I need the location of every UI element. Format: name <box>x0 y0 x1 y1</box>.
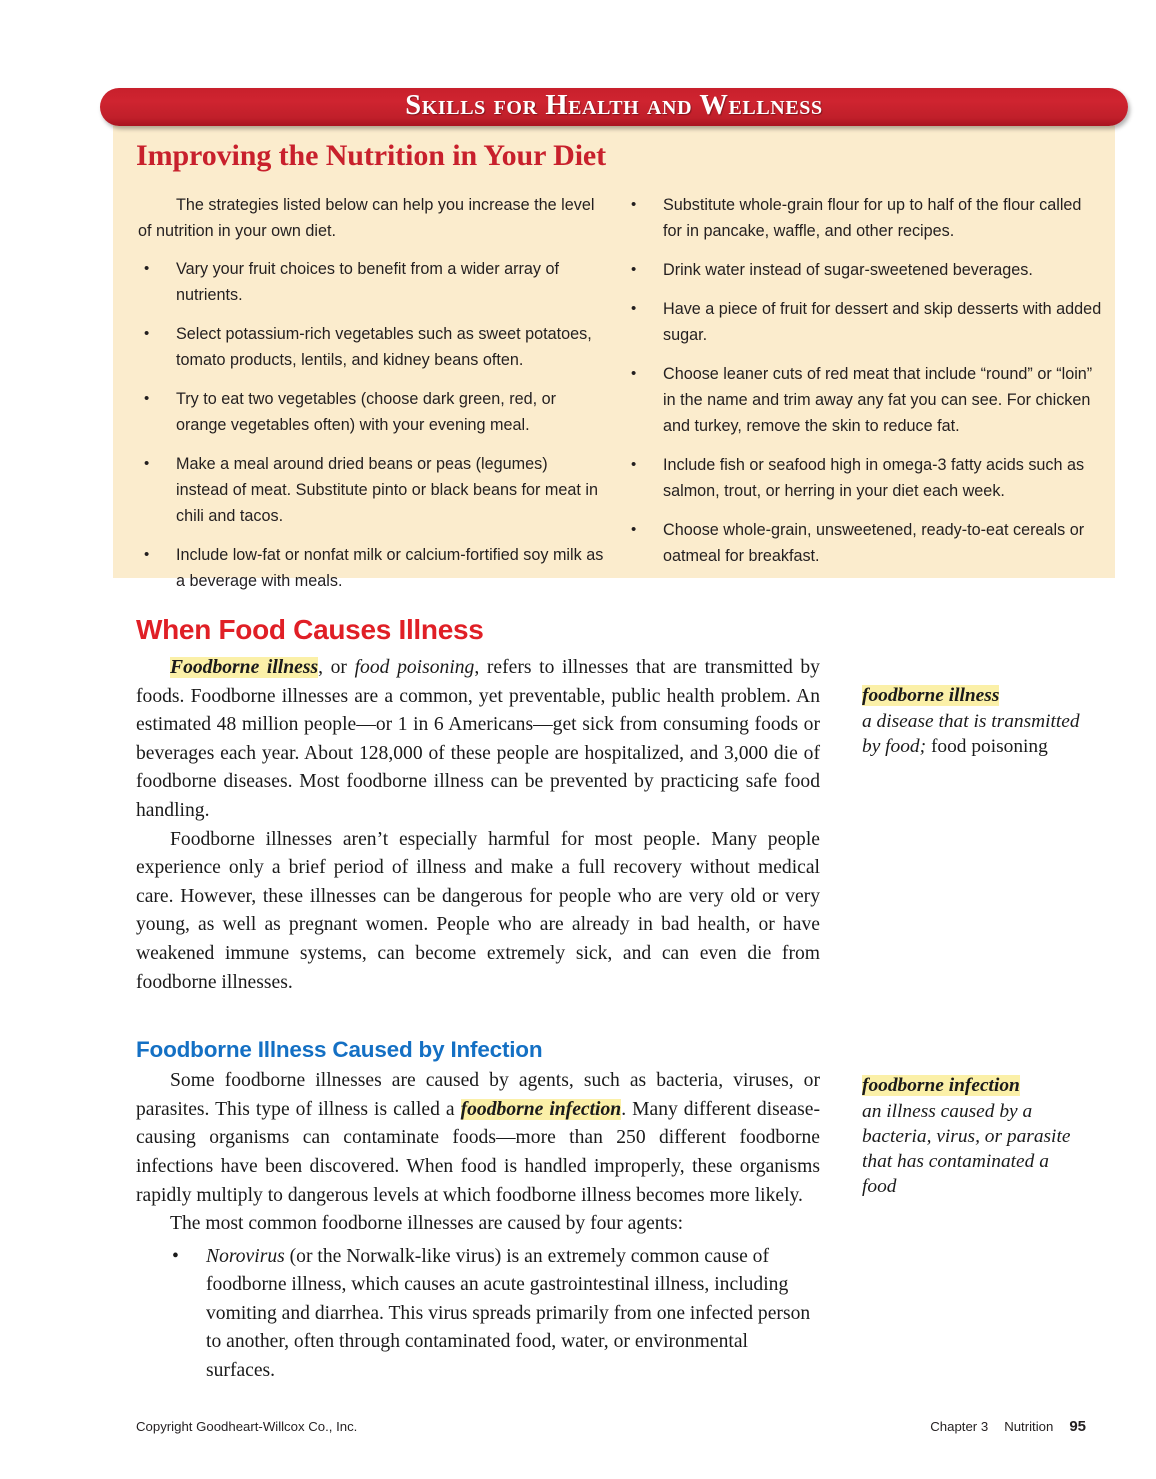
agents-list <box>136 1243 820 1386</box>
page-title: When Food Causes Illness <box>136 614 484 645</box>
glossary-definition-italic: an illness caused by a bacteria, virus, or parasite that has contaminated a food <box>862 1101 1071 1197</box>
glossary-entry-foodborne-infection <box>862 1073 1088 1199</box>
paragraph-3 <box>136 1067 820 1210</box>
key-term-foodborne-illness: Foodborne illness <box>170 657 319 678</box>
feature-column-right <box>614 192 1115 594</box>
bullet-icon: • <box>631 300 637 317</box>
bullet-icon: • <box>144 546 150 563</box>
page-number: 95 <box>1069 1418 1086 1435</box>
footer-right-group <box>930 1418 1086 1435</box>
paragraph-1-part-a: , or <box>318 657 355 678</box>
list-item <box>138 451 604 529</box>
paragraph-2: Foodborne illnesses aren’t especially harmful for most people. Many people experience only a brief period of illness and make a full recovery without medical care. However, these illnesses can be dangerous for people who are very old or very young, as well as pregnant women. People who are already in bad health, or have weakened immune systems, can become extremely sick, and can even die from foodborne illnesses. <box>136 828 820 993</box>
unit-label: Nutrition <box>1004 1419 1054 1434</box>
list-item <box>625 517 1103 569</box>
list-item <box>625 361 1103 439</box>
list-item <box>138 321 604 373</box>
bullet-icon: • <box>144 455 150 472</box>
paragraph-1-part-b: , refers to illnesses that are transmitted by foods. Foodborne illnesses are a common, yet preventable, public health problem. An estimated 48 million people—or 1 in 6 Americans—get sick from consuming foods or beverages each year. About 128,000 of these people are hospitalized, and 3,000 die of foodborne diseases. Most foodborne illness can be prevented by practicing safe food handling. <box>136 657 820 821</box>
bullet-icon: • <box>631 456 637 473</box>
feature-column-left <box>113 192 614 594</box>
key-term-foodborne-infection: foodborne infection <box>460 1098 622 1120</box>
feature-banner <box>100 88 1128 126</box>
bullet-icon: • <box>631 365 637 382</box>
list-item-text: Try to eat two vegetables (choose dark green, red, or orange vegetables often) with your evening meal. <box>176 390 557 434</box>
glossary-term-wrapper <box>862 683 1088 708</box>
list-item-text: Drink water instead of sugar-sweetened beverages. <box>663 261 1033 279</box>
subsection-title: Foodborne Illness Caused by Infection <box>136 1037 543 1063</box>
bullet-icon: • <box>144 260 150 277</box>
glossary-term: foodborne infection <box>862 1075 1020 1096</box>
paragraph-1 <box>136 654 820 826</box>
feature-left-bullet-list <box>138 256 604 594</box>
feature-heading: Improving the Nutrition in Your Diet <box>136 139 607 172</box>
list-item-text: Vary your fruit choices to benefit from a wider array of nutrients. <box>176 260 559 304</box>
list-item-text: Select potassium-rich vegetables such as sweet potatoes, tomato products, lentils, and kidney beans often. <box>176 325 592 369</box>
list-item <box>138 256 604 308</box>
list-item-text: Make a meal around dried beans or peas (legumes) instead of meat. Substitute pinto or black beans for meat in chili and tacos. <box>176 455 599 525</box>
bullet-icon: • <box>144 325 150 342</box>
list-item <box>625 296 1103 348</box>
list-item-text: Substitute whole-grain flour for up to half of the flour called for in pancake, waffle, and other recipes. <box>663 196 1082 240</box>
list-item <box>625 452 1103 504</box>
paragraph-4: The most common foodborne illnesses are caused by four agents: <box>170 1213 684 1235</box>
feature-banner-title: Skills for Health and Wellness <box>405 89 823 121</box>
list-item <box>625 192 1103 244</box>
list-item-text: Have a piece of fruit for dessert and skip desserts with added sugar. <box>663 300 1102 344</box>
glossary-definition <box>862 1099 1088 1199</box>
page-footer <box>136 1418 1086 1435</box>
agent-name-norovirus: Norovirus <box>206 1245 285 1267</box>
section-spacer <box>136 997 820 1037</box>
glossary-definition-plain: food poisoning <box>926 736 1048 757</box>
article-body <box>136 614 820 1386</box>
chapter-label: Chapter 3 <box>930 1419 989 1434</box>
list-item <box>138 542 604 594</box>
glossary-definition <box>862 709 1088 759</box>
list-item <box>625 257 1103 283</box>
paragraph-3-part-b: . Many different disease-causing organisms can contaminate foods—more than 250 different foodborne infections have been discovered. When food is handled improperly, these organisms rapidly multiply to dangerous levels at which foodborne illness becomes more likely. <box>136 1098 820 1206</box>
feature-bullet-columns <box>113 192 1115 594</box>
bullet-icon: • <box>144 390 150 407</box>
glossary-definition-italic: a disease that is transmitted by food; <box>862 711 1080 757</box>
list-item-text: Choose leaner cuts of red meat that include “round” or “loin” in the name and trim away any fat you can see. For chicken and turkey, remove the skin to reduce fat. <box>663 365 1093 435</box>
list-item-text: Include fish or seafood high in omega-3 fatty acids such as salmon, trout, or herring in your diet each week. <box>663 456 1085 500</box>
list-item <box>138 386 604 438</box>
feature-lead-paragraph: The strategies listed below can help you increase the level of nutrition in your own diet. <box>138 196 595 240</box>
italic-food-poisoning: food poisoning <box>354 657 475 678</box>
glossary-term: foodborne illness <box>862 685 1000 706</box>
bullet-icon: • <box>631 521 637 538</box>
bullet-icon: • <box>172 1245 179 1267</box>
bullet-icon: • <box>631 261 637 278</box>
glossary-entry-foodborne-illness <box>862 683 1088 759</box>
paragraph-3-part-a: Some foodborne illnesses are caused by agents, such as bacteria, viruses, or parasites. This type of illness is called a <box>136 1070 820 1120</box>
bullet-icon: • <box>631 196 637 213</box>
feature-right-bullet-list <box>625 192 1103 569</box>
skills-feature-box <box>113 112 1115 590</box>
copyright-notice: Copyright Goodheart-Willcox Co., Inc. <box>136 1419 358 1434</box>
glossary-term-wrapper <box>862 1073 1088 1098</box>
list-item <box>136 1243 820 1386</box>
list-item-text: Include low-fat or nonfat milk or calcium-fortified soy milk as a beverage with meals. <box>176 546 604 590</box>
list-item-text: (or the Norwalk-like virus) is an extremely common cause of foodborne illness, which causes an acute gastrointestinal illness, including vomiting and diarrhea. This virus spreads primarily from one infected person to another, often through contaminated food, water, or environmental surfaces. <box>206 1245 811 1382</box>
list-item-text: Choose whole-grain, unsweetened, ready-to-eat cereals or oatmeal for breakfast. <box>663 521 1085 565</box>
